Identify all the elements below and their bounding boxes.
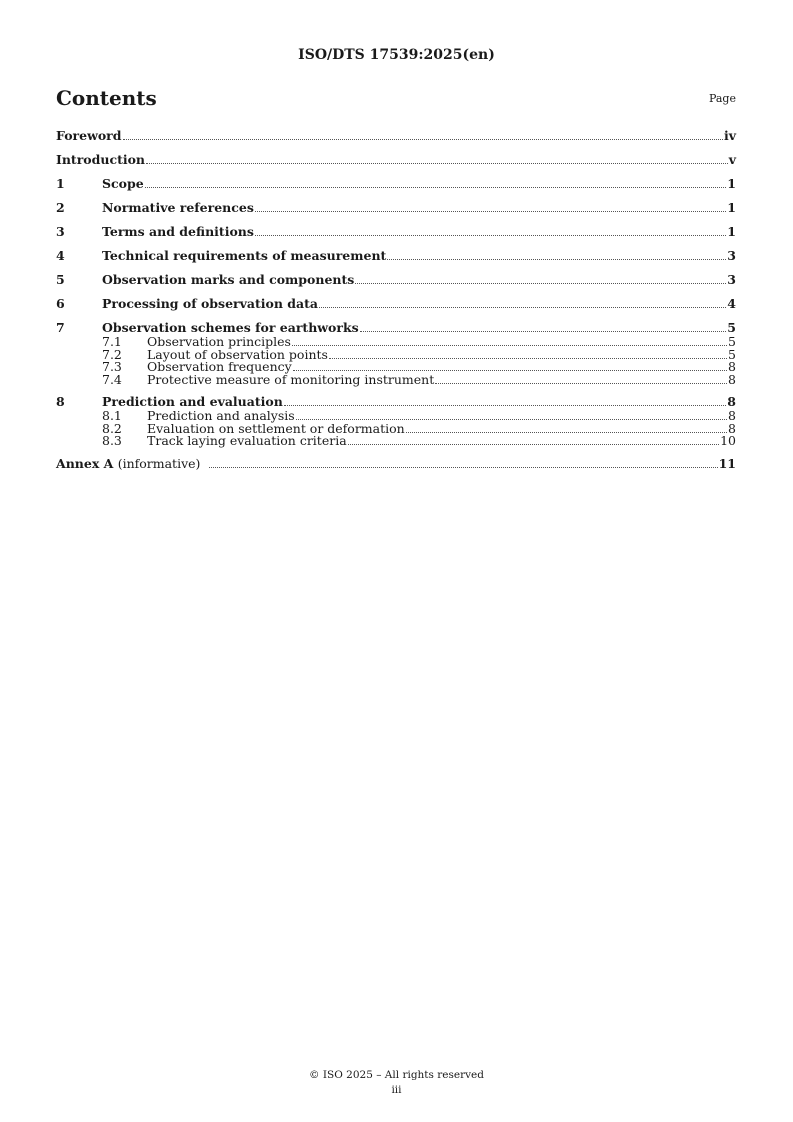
- toc-entry-number: 8: [56, 394, 65, 409]
- toc-entry-processing-data[interactable]: [56, 296, 736, 312]
- toc-subentry-title: Prediction and analysis: [147, 408, 295, 423]
- toc-entry-page: 5: [727, 320, 736, 335]
- toc-entry-scope[interactable]: [56, 176, 736, 192]
- page-number: iii: [391, 1084, 402, 1096]
- toc-entry-title: Introduction: [56, 152, 146, 167]
- dot-leader: [293, 369, 727, 371]
- dot-leader: [146, 162, 728, 164]
- table-of-contents: [56, 128, 736, 472]
- dot-leader: [360, 330, 727, 332]
- copyright-notice: © ISO 2025 – All rights reserved: [309, 1069, 484, 1081]
- toc-entry-number: 1: [56, 176, 65, 191]
- document-id: ISO/DTS 17539:2025(en): [298, 47, 495, 63]
- dot-leader: [406, 431, 727, 433]
- toc-entry-page: 11: [718, 455, 736, 471]
- dot-leader: [319, 306, 726, 308]
- dot-leader: [255, 210, 726, 212]
- toc-entry-page: 8: [727, 394, 736, 409]
- toc-entry-observation-marks[interactable]: [56, 272, 736, 288]
- toc-subentry-title: Evaluation on settlement or deformation: [147, 420, 405, 436]
- toc-subentry-page: 10: [720, 433, 736, 448]
- toc-entry-page: 3: [727, 248, 736, 263]
- dot-leader: [329, 357, 727, 359]
- dot-leader: [123, 138, 723, 140]
- toc-entry-title: Observation schemes for earthworks: [102, 320, 359, 335]
- toc-entry-title: Scope: [102, 176, 144, 191]
- toc-entry-annex-a[interactable]: [56, 456, 736, 472]
- dot-leader: [348, 443, 719, 445]
- toc-entry-title: Annex A: [56, 455, 114, 471]
- toc-subentry-number: 8.2: [102, 420, 122, 436]
- dot-leader: [145, 186, 727, 188]
- toc-subentry-page: 8: [728, 420, 736, 436]
- dot-leader: [209, 466, 717, 468]
- toc-entry-number: 7: [56, 320, 65, 335]
- toc-subentry-7-4[interactable]: [56, 371, 736, 387]
- toc-subentry-title: Layout of observation points: [147, 346, 328, 362]
- toc-entry-page: 1: [727, 176, 736, 191]
- toc-entry-title: Observation marks and components: [102, 272, 355, 287]
- toc-subentry-title: Observation principles: [147, 334, 291, 349]
- toc-entry-title: Processing of observation data: [102, 296, 318, 311]
- toc-entry-number: 3: [56, 224, 65, 239]
- dot-leader: [355, 282, 726, 284]
- toc-subentry-number: 8.3: [102, 433, 122, 448]
- toc-subentry-page: 5: [728, 346, 736, 362]
- toc-entry-technical-requirements[interactable]: [56, 248, 736, 264]
- page-column-label: Page: [708, 92, 736, 105]
- toc-subentry-title: Track laying evaluation criteria: [147, 433, 347, 448]
- annex-suffix: (informative): [117, 455, 201, 471]
- toc-subentry-title: Observation frequency: [147, 359, 292, 374]
- dot-leader: [435, 382, 727, 384]
- toc-entry-title: Terms and definitions: [102, 224, 254, 239]
- toc-entry-page: 1: [727, 200, 736, 215]
- page-footer: [0, 1068, 793, 1098]
- dot-leader: [296, 418, 727, 420]
- toc-entry-page: 3: [727, 272, 736, 287]
- toc-subentry-number: 7.1: [102, 334, 122, 349]
- toc-entry-introduction[interactable]: [56, 152, 736, 168]
- toc-entry-page: v: [728, 152, 736, 167]
- toc-subentry-number: 8.1: [102, 408, 122, 423]
- toc-subentry-number: 7.3: [102, 359, 122, 374]
- dot-leader: [284, 404, 726, 406]
- toc-entry-number: 2: [56, 200, 65, 215]
- dot-leader: [292, 344, 727, 346]
- toc-subentry-page: 8: [728, 371, 736, 387]
- toc-subentry-title: Protective measure of monitoring instrument: [147, 371, 435, 387]
- toc-entry-normative-references[interactable]: [56, 200, 736, 216]
- toc-subentry-8-3[interactable]: [56, 435, 736, 448]
- toc-entry-terms-definitions[interactable]: [56, 224, 736, 240]
- toc-entry-title: Technical requirements of measurement: [102, 248, 387, 263]
- toc-subentry-page: 8: [728, 359, 736, 374]
- toc-entry-number: 6: [56, 296, 65, 311]
- toc-subentry-number: 7.4: [102, 371, 122, 387]
- toc-subentry-page: 8: [728, 408, 736, 423]
- toc-subentry-number: 7.2: [102, 346, 122, 362]
- toc-entry-number: 5: [56, 272, 65, 287]
- toc-entry-title: Prediction and evaluation: [102, 394, 283, 409]
- toc-entry-foreword[interactable]: [56, 128, 736, 144]
- contents-title: Contents: [56, 86, 157, 110]
- dot-leader: [255, 234, 726, 236]
- toc-entry-page: 1: [727, 224, 736, 239]
- dot-leader: [387, 258, 726, 260]
- toc-entry-page: iv: [723, 128, 736, 143]
- toc-subentry-page: 5: [728, 334, 736, 349]
- toc-entry-title: Normative references: [102, 200, 254, 215]
- toc-entry-number: 4: [56, 248, 65, 263]
- toc-entry-page: 4: [727, 296, 736, 311]
- toc-entry-title: Foreword: [56, 128, 122, 143]
